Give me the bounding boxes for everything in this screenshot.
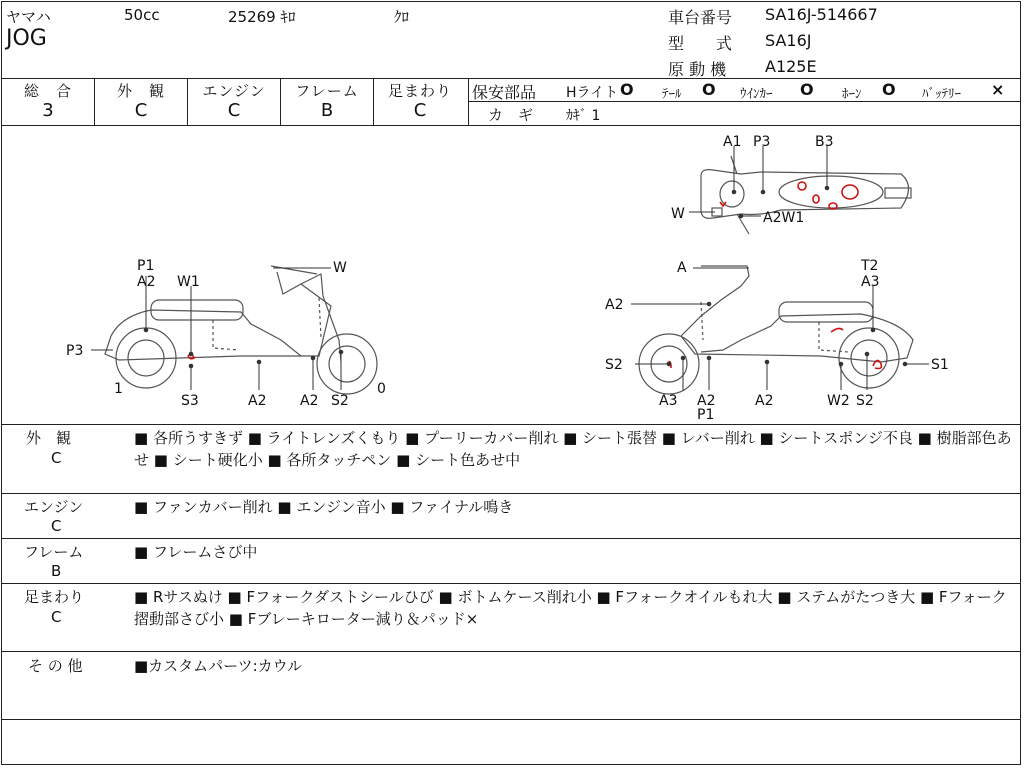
engine-grade: C xyxy=(227,100,241,121)
battery-status: × xyxy=(991,80,1005,99)
diagram-label: P3 xyxy=(753,134,771,150)
frame-grade: B xyxy=(320,100,334,121)
diagram-label: P1 xyxy=(137,258,155,274)
diagram-label: A2W1 xyxy=(763,210,805,226)
diagram-label: P3 xyxy=(66,343,84,359)
note-label-suspension: 足まわり xyxy=(24,588,85,606)
diagram-label: 1 xyxy=(114,381,123,397)
horn-status: O xyxy=(882,80,896,99)
diagram-label: T2 xyxy=(861,258,879,274)
diagram-label: A3 xyxy=(659,393,678,409)
key-label: カ ギ xyxy=(488,106,534,124)
frame-no-label: 車台番号 xyxy=(668,8,733,27)
diagram-label: A2 xyxy=(137,274,156,290)
diagram-label: S2 xyxy=(856,393,874,409)
frame-grade-label: フレーム xyxy=(295,82,359,100)
diagram-label: S3 xyxy=(181,393,199,409)
diagram-label: A2 xyxy=(248,393,267,409)
exterior-grade-label: 外 観 xyxy=(116,82,165,100)
exterior-grade: C xyxy=(134,100,148,121)
engine-grade-label: エンジン xyxy=(202,82,266,100)
diagram-label: S2 xyxy=(605,357,623,373)
diagram-label: W xyxy=(333,260,347,276)
divider xyxy=(1,719,1021,720)
color: ｸﾛ xyxy=(394,8,410,26)
note-text-suspension: ■ Rサスぬけ ■ Fフォークダストシールひび ■ ボトムケース削れ小 ■ Fフォークオイルもれ大 ■ ステムがたつき大 ■ Fフォーク摺動部さび小 ■ Fブレーキローター減り＆パッド× xyxy=(134,588,1007,628)
note-grade-frame: B xyxy=(51,562,62,580)
divider xyxy=(468,78,469,125)
diagram-label: A xyxy=(677,260,687,276)
diagram-label: A2 xyxy=(300,393,319,409)
damage-diagram xyxy=(1,126,1021,424)
divider xyxy=(1,651,1021,652)
winker-status: O xyxy=(800,80,814,99)
suspension-grade-label: 足まわり xyxy=(387,82,452,100)
battery-label: ﾊﾞｯﾃﾘｰ xyxy=(922,87,961,102)
divider xyxy=(1,493,1021,494)
safety-title: 保安部品 xyxy=(472,83,537,102)
note-text-other: ■カスタムパーツ:カウル xyxy=(134,657,303,675)
type-label: 型 式 xyxy=(668,34,733,53)
diagram-label: A2 xyxy=(605,297,624,313)
diagram-label: A1 xyxy=(723,134,742,150)
top-view-scooter xyxy=(701,156,911,234)
diagram-label: S2 xyxy=(331,393,349,409)
divider xyxy=(1,583,1021,584)
divider xyxy=(1,78,1021,79)
diagram-label: S1 xyxy=(931,357,949,373)
diagram-label: W xyxy=(671,206,685,222)
model-name: JOG xyxy=(6,26,47,51)
displacement: 50cc xyxy=(124,6,160,24)
diagram-label: A2 xyxy=(755,393,774,409)
note-label-engine: エンジン xyxy=(24,498,84,516)
note-grade-exterior: C xyxy=(51,449,62,467)
diagram-label: 0 xyxy=(377,381,386,397)
diagram-label: B3 xyxy=(815,134,834,150)
winker-label: ｳｲﾝｶｰ xyxy=(740,87,773,102)
frame-no: SA16J-514667 xyxy=(765,5,878,24)
diagram-label: W2 xyxy=(827,393,850,409)
total-grade: 3 xyxy=(42,100,54,121)
mileage: 25269 ｷﾛ xyxy=(228,8,296,26)
diagram-label: P1 xyxy=(697,407,715,423)
type-value: SA16J xyxy=(765,31,812,50)
divider xyxy=(1,538,1021,539)
tail-status: O xyxy=(702,80,716,99)
maker: ヤマハ xyxy=(6,8,51,26)
note-text-engine: ■ ファンカバー削れ ■ エンジン音小 ■ ファイナル鳴き xyxy=(134,498,514,516)
diagram-label-group xyxy=(66,134,949,423)
note-label-other: そ の 他 xyxy=(28,657,83,675)
note-label-frame: フレーム xyxy=(24,543,84,561)
engine-model-label: 原 動 機 xyxy=(668,60,727,79)
headlight-label: Hライト xyxy=(566,85,619,101)
diagram-label: W1 xyxy=(177,274,200,290)
note-label-exterior: 外 観 xyxy=(26,429,72,447)
diagram-label: A3 xyxy=(861,274,880,290)
note-text-frame: ■ フレームさび中 xyxy=(134,543,258,561)
horn-label: ﾎｰﾝ xyxy=(842,87,862,102)
key-value: ｶｷﾞ 1 xyxy=(566,108,601,124)
total-grade-label: 総 合 xyxy=(23,82,72,100)
suspension-grade: C xyxy=(413,100,427,121)
note-grade-suspension: C xyxy=(51,608,62,626)
note-text-exterior: ■ 各所うすきず ■ ライトレンズくもり ■ プーリーカバー削れ ■ シート張替 ■ レバー削れ ■ シートスポンジ不良 ■ 樹脂部色あせ ■ シート硬化小 ■ 各所タッチペン ■ シート色あせ中 xyxy=(134,429,1012,469)
note-grade-engine: C xyxy=(51,517,62,535)
engine-model-value: A125E xyxy=(765,57,817,76)
headlight-status: O xyxy=(620,80,634,99)
diagram-label: A2 xyxy=(697,393,716,409)
divider xyxy=(1,424,1021,425)
tail-label: ﾃｰﾙ xyxy=(662,87,682,102)
